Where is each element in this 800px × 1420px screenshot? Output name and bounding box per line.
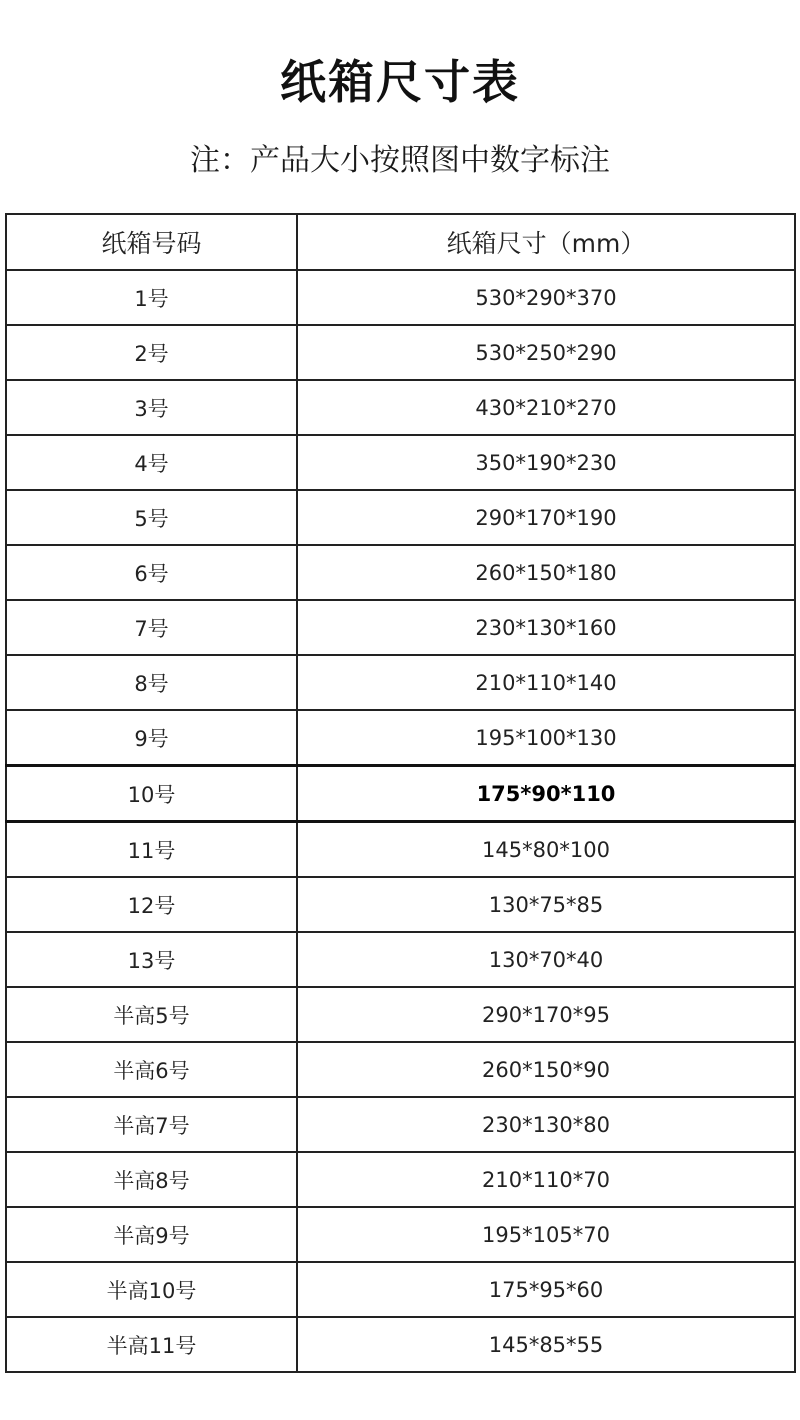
carton-size-cell: 145*80*100 [297, 822, 795, 878]
carton-size-cell: 430*210*270 [297, 380, 795, 435]
page-title: 纸箱尺寸表 [280, 55, 520, 109]
table-row [6, 1097, 795, 1152]
carton-size-cell: 145*85*55 [297, 1317, 795, 1372]
carton-code-cell: 半高9号 [6, 1207, 297, 1262]
carton-size-cell: 130*70*40 [297, 932, 795, 987]
carton-code-cell: 半高11号 [6, 1317, 297, 1372]
carton-code-cell: 13号 [6, 932, 297, 987]
carton-code-cell: 半高6号 [6, 1042, 297, 1097]
page-note: 注：产品大小按照图中数字标注 [190, 143, 610, 178]
carton-size-cell: 175*90*110 [297, 766, 795, 822]
table-row [6, 545, 795, 600]
carton-code-cell: 4号 [6, 435, 297, 490]
carton-code-cell: 3号 [6, 380, 297, 435]
carton-size-cell: 290*170*190 [297, 490, 795, 545]
carton-size-cell: 260*150*180 [297, 545, 795, 600]
table-row [6, 600, 795, 655]
carton-size-cell: 210*110*140 [297, 655, 795, 710]
carton-code-cell: 7号 [6, 600, 297, 655]
carton-size-table [5, 213, 796, 1373]
header-carton-code: 纸箱号码 [6, 214, 297, 270]
table-row [6, 270, 795, 325]
table-row [6, 1262, 795, 1317]
table-row [6, 822, 795, 878]
carton-code-cell: 半高10号 [6, 1262, 297, 1317]
table-row [6, 987, 795, 1042]
carton-code-cell: 6号 [6, 545, 297, 600]
carton-code-cell: 2号 [6, 325, 297, 380]
carton-size-cell: 350*190*230 [297, 435, 795, 490]
carton-code-cell: 半高8号 [6, 1152, 297, 1207]
table-row [6, 1152, 795, 1207]
table-row [6, 766, 795, 822]
table-row [6, 710, 795, 766]
carton-code-cell: 半高7号 [6, 1097, 297, 1152]
table-row [6, 877, 795, 932]
carton-size-cell: 530*290*370 [297, 270, 795, 325]
carton-code-cell: 11号 [6, 822, 297, 878]
table-row [6, 490, 795, 545]
table-header-row [6, 214, 795, 270]
carton-code-cell: 5号 [6, 490, 297, 545]
carton-code-cell: 1号 [6, 270, 297, 325]
carton-size-cell: 260*150*90 [297, 1042, 795, 1097]
carton-code-cell: 9号 [6, 710, 297, 766]
table-row [6, 1207, 795, 1262]
carton-code-cell: 8号 [6, 655, 297, 710]
carton-size-cell: 130*75*85 [297, 877, 795, 932]
table-body [6, 270, 795, 1372]
carton-code-cell: 12号 [6, 877, 297, 932]
carton-size-cell: 195*105*70 [297, 1207, 795, 1262]
carton-size-cell: 530*250*290 [297, 325, 795, 380]
table-row [6, 435, 795, 490]
table-row [6, 932, 795, 987]
carton-size-cell: 230*130*80 [297, 1097, 795, 1152]
carton-size-cell: 230*130*160 [297, 600, 795, 655]
header-carton-size: 纸箱尺寸（mm） [297, 214, 795, 270]
table-row [6, 325, 795, 380]
table-row [6, 1317, 795, 1372]
carton-size-cell: 175*95*60 [297, 1262, 795, 1317]
carton-code-cell: 半高5号 [6, 987, 297, 1042]
carton-code-cell: 10号 [6, 766, 297, 822]
carton-size-cell: 210*110*70 [297, 1152, 795, 1207]
table-row [6, 655, 795, 710]
carton-size-cell: 195*100*130 [297, 710, 795, 766]
table-row [6, 380, 795, 435]
carton-size-cell: 290*170*95 [297, 987, 795, 1042]
table-row [6, 1042, 795, 1097]
